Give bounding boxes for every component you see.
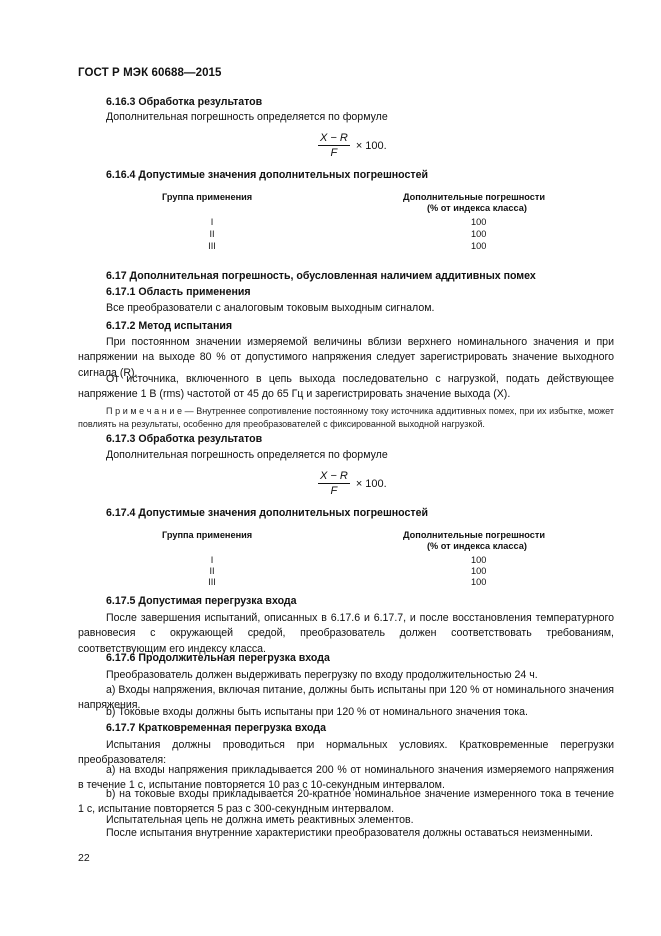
table-1-col-error-unit: (% от индекса класса): [427, 203, 527, 213]
formula-multiplier: × 100.: [355, 139, 387, 152]
formula-6-17-3: [318, 470, 387, 497]
section-6-17-title: 6.17 Дополнительная погрешность, обусловленная наличием аддитивных помех: [106, 270, 536, 282]
table-2-row-1-group: I: [210, 555, 214, 565]
table-2-row-2-group: II: [209, 566, 215, 576]
formula-denominator: F: [330, 147, 338, 159]
section-6-17-2-note: П р и м е ч а н и е — Внутреннее сопротивление постоянному току источника аддитивных помех, при их избытке, может повлиять на результаты, особенно для преобразователей с фиксированной выходной нагрузкой.: [78, 406, 614, 429]
table-2-col-error-unit: (% от индекса класса): [427, 541, 527, 551]
formula-numerator: X − R: [320, 470, 348, 482]
section-6-17-5-title: 6.17.5 Допустимая перегрузка входа: [106, 595, 297, 607]
section-6-17-1-text: Все преобразователи с аналоговым токовым выходным сигналом.: [106, 302, 435, 314]
document-header: ГОСТ Р МЭК 60688—2015: [78, 67, 222, 79]
table-1-col-error: Дополнительные погрешности: [403, 192, 546, 202]
table-1-row-2-group: II: [209, 229, 215, 239]
table-2-row-3-value: 100: [471, 577, 487, 587]
section-6-17-6-item-a: a) Входы напряжения, включая питание, должны быть испытаны при 120 % от номинального значения напряжения.: [78, 684, 614, 712]
section-6-16-3-title: 6.16.3 Обработка результатов: [106, 96, 263, 108]
section-6-17-7-item-b: b) на токовые входы прикладывается 20-кратное номинальное значение измеренного тока в течение 1 с, испытание повторяется 5 раз с 300-секундным интервалом.: [78, 788, 614, 816]
formula-fraction: [318, 470, 350, 497]
section-6-17-5-text: После завершения испытаний, описанных в 6.17.6 и 6.17.7, и после восстановления температурного равновесия с окружающей средой, преобразователь должен соответствовать требованиям, соответствующим его индексу класса.: [78, 612, 614, 655]
table-2-row-1-value: 100: [471, 555, 487, 565]
section-6-17-6-p1: Преобразователь должен выдерживать перегрузку по входу продолжительностью 24 ч.: [106, 669, 538, 681]
table-2-col-error: Дополнительные погрешности: [403, 530, 546, 540]
section-6-16-4-title: 6.16.4 Допустимые значения дополнительных погрешностей: [106, 169, 428, 181]
table-1-col-group: Группа применения: [162, 192, 253, 202]
section-6-17-2-title: 6.17.2 Метод испытания: [106, 320, 233, 332]
section-6-17-3-text: Дополнительная погрешность определяется по формуле: [106, 449, 388, 461]
table-1-row-2-value: 100: [471, 229, 487, 239]
section-6-17-7-p1: Испытания должны проводиться при нормальных условиях. Кратковременные перегрузки преобразователя:: [78, 739, 614, 767]
section-6-17-7-title: 6.17.7 Кратковременная перегрузка входа: [106, 722, 326, 734]
section-6-17-7-p2: Испытательная цепь не должна иметь реактивных элементов.: [106, 814, 414, 826]
section-6-17-7-p3: После испытания внутренние характеристики преобразователя должны оставаться неизменными.: [106, 827, 593, 839]
table-1-row-3-value: 100: [471, 241, 487, 251]
section-6-17-1-title: 6.17.1 Область применения: [106, 286, 251, 298]
table-2-row-3-group: III: [208, 577, 216, 587]
section-6-17-6-title: 6.17.6 Продолжительная перегрузка входа: [106, 652, 330, 664]
section-6-17-4-title: 6.17.4 Допустимые значения дополнительных погрешностей: [106, 507, 428, 519]
table-1-row-3-group: III: [208, 241, 216, 251]
table-1-row-1-value: 100: [471, 217, 487, 227]
formula-numerator: X − R: [320, 132, 348, 144]
formula-multiplier: × 100.: [355, 477, 387, 490]
table-2-col-group: Группа применения: [162, 530, 253, 540]
section-6-17-2-p1: При постоянном значении измеряемой величины вблизи верхнего номинального значения и при напряжении на выходе 80 % от допустимого напряжения следует зарегистрировать значение выходного сигнала (R).: [78, 336, 614, 379]
section-6-17-2-p2: От источника, включенного в цепь выхода последовательно с нагрузкой, подать действующее напряжение 1 В (rms) частотой от 45 до 65 Гц и зарегистрировать значение выхода (X).: [78, 373, 614, 401]
section-6-17-6-item-b: b) Токовые входы должны быть испытаны при 120 % от номинального значения тока.: [106, 706, 529, 718]
page-number: 22: [78, 852, 90, 864]
section-6-17-7-item-a: a) на входы напряжения прикладывается 200 % от номинального значения измеряемого напряжения в течение 1 с, испытание повторяется 10 раз с 10-секундным интервалом.: [78, 764, 614, 792]
table-1-row-1-group: I: [210, 217, 214, 227]
table-2-row-2-value: 100: [471, 566, 487, 576]
formula-denominator: F: [330, 485, 338, 497]
formula-fraction: [318, 132, 350, 159]
section-6-16-3-text: Дополнительная погрешность определяется по формуле: [106, 111, 388, 123]
section-6-17-3-title: 6.17.3 Обработка результатов: [106, 433, 263, 445]
formula-6-16-3: [318, 132, 387, 159]
